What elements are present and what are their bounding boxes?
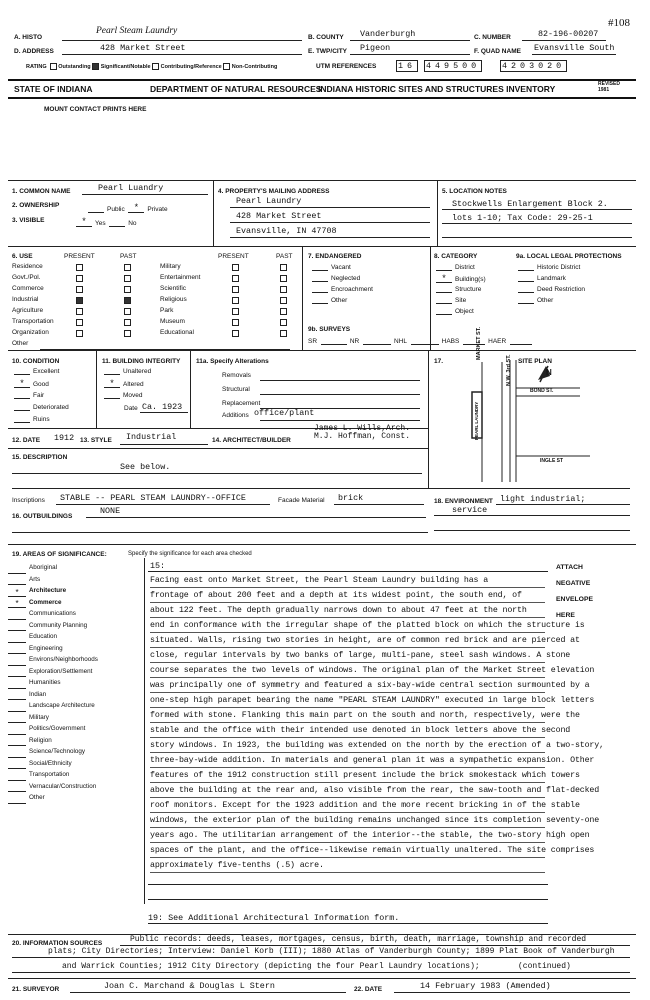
- integrity-item: * Altered: [104, 380, 144, 388]
- banner-state: STATE OF INDIANA: [14, 84, 93, 94]
- use-past-checkbox: [124, 330, 131, 337]
- north-arrow-label: N: [546, 368, 552, 377]
- historic-name-value: Pearl Steam Laundry: [96, 26, 178, 36]
- narrative-line: above the building at the rear and, also visible from the rear, the saw-tooth and flat-decked: [150, 783, 545, 798]
- utm-northing: 4203020: [502, 61, 566, 71]
- use-present-header: PRESENT: [64, 253, 95, 260]
- category-item: Site: [436, 297, 466, 304]
- use-past-checkbox: [280, 319, 287, 326]
- rating-row: RATING Outstanding Significant/Notable Contributing/Reference Non-Contributing: [26, 63, 278, 70]
- narrative-line: was principally one of symmetry and featured a six-bay-wide central section surmounted by a: [150, 678, 545, 693]
- outbuildings-value: NONE: [100, 506, 121, 516]
- visible-label: 3. VISIBLE: [12, 217, 45, 224]
- inscriptions-label: Inscriptions: [12, 497, 45, 504]
- architect-value-2: M.J. Hoffman, Const.: [314, 432, 411, 441]
- endangered-item: Neglected: [312, 275, 360, 282]
- condition-item: Fair: [14, 392, 44, 399]
- street-bond: BOND ST.: [530, 388, 554, 394]
- use-past-checkbox: [124, 264, 131, 271]
- category-item: * Building(s): [436, 275, 486, 283]
- significance-area: Military: [8, 712, 144, 724]
- narrative-line: years ago. The utilitarian arrangement of the interior--the stable, the two-story high open: [150, 828, 545, 843]
- info-sources-line-3: and Warrick Counties; 1912 City Directory (depicting the four Pearl Laundry locations);: [62, 962, 480, 971]
- use-past-checkbox: [280, 264, 287, 271]
- alteration-item: Structural: [222, 386, 250, 393]
- info-sources-label: 20. INFORMATION SOURCES: [12, 940, 103, 947]
- significance-area: Indian: [8, 689, 144, 701]
- use-item: Govt./Pol.: [12, 274, 41, 281]
- significance-area: Religion: [8, 735, 144, 747]
- narrative-footnote: 19: See Additional Architectural Information form.: [148, 913, 400, 923]
- narrative-line: formed with stone. Flanking this main part on the south and north, respectively, were the: [150, 708, 545, 723]
- use-past-header: PAST: [120, 253, 137, 260]
- significance-area: * Commerce: [8, 597, 144, 609]
- historic-name-label: A. HISTO: [14, 34, 43, 41]
- condition-item: Excellent: [14, 368, 59, 375]
- significance-area: Community Planning: [8, 620, 144, 632]
- survey-date-value: 14 February 1983 (Amended): [420, 981, 551, 991]
- street-ingle: INGLE ST: [540, 458, 564, 464]
- street-nw3rd: N.W. 3rd ST.: [506, 354, 512, 386]
- banner-inventory: INDIANA HISTORIC SITES AND STRUCTURES INVENTORY: [318, 84, 556, 94]
- use-present-checkbox: [76, 330, 83, 337]
- significance-area: Exploration/Settlement: [8, 666, 144, 678]
- survey-date-label: 22. DATE: [354, 986, 383, 993]
- narrative-line: course separates the two levels of windows. The original plan of the Market Street elevation: [150, 663, 545, 678]
- significance-area: Landscape Architecture: [8, 700, 144, 712]
- significance-area: Science/Technology: [8, 746, 144, 758]
- legal-item: Other: [518, 297, 553, 304]
- street-market: MARKET ST.: [476, 327, 482, 360]
- legal-item: Historic District: [518, 264, 580, 271]
- location-line-1: Stockwells Enlargement Block 2.: [452, 199, 608, 209]
- photo-area-label: MOUNT CONTACT PRINTS HERE: [44, 106, 147, 113]
- facade-label: Facade Material: [278, 497, 325, 504]
- use-present-checkbox: [76, 297, 83, 304]
- location-line-2: lots 1-10; Tax Code: 29-25-1: [452, 213, 593, 223]
- inscriptions-value: STABLE -- PEARL STEAM LAUNDRY--OFFICE: [60, 493, 246, 503]
- use-present-checkbox: [76, 275, 83, 282]
- quad-name-label: F. QUAD NAME: [474, 48, 521, 55]
- quad-name-value: Evansville South: [534, 43, 615, 53]
- use-past-checkbox: [280, 297, 287, 304]
- category-item: District: [436, 264, 475, 271]
- use-item: Transportation: [12, 318, 54, 325]
- environment-value-1: light industrial;: [500, 494, 586, 504]
- narrative-line: one-step high parapet bearing the name "PEARL STEAM LAUNDRY" executed in large block letters: [150, 693, 545, 708]
- category-item: Object: [436, 308, 474, 315]
- narrative-line: windows, the exterior plan of the building remains unchanged since its completion seventy-one: [150, 813, 545, 828]
- mailing-address-label: 4. PROPERTY'S MAILING ADDRESS: [218, 188, 330, 195]
- significance-area: Communications: [8, 608, 144, 620]
- date-value: 1912: [54, 433, 75, 443]
- narrative-line: situated. Walls, rising two stories in height, are of common red brick and are pierced at: [150, 633, 545, 648]
- info-sources-continued: (continued): [518, 962, 571, 971]
- endangered-item: Vacant: [312, 264, 351, 271]
- use-present-checkbox: [232, 286, 239, 293]
- legal-item: Deed Restriction: [518, 286, 585, 293]
- twp-city-value: Pigeon: [360, 43, 391, 53]
- surveys-row: SR NR NHL HABS HAER: [308, 338, 535, 345]
- significance-area: Education: [8, 631, 144, 643]
- use-past-checkbox: [124, 286, 131, 293]
- significance-area: Other: [8, 792, 144, 804]
- condition-item: Ruins: [14, 416, 50, 423]
- narrative-line: three-bay-wide addition. In materials and general plan it was a sympathetic expansion. Other: [150, 753, 545, 768]
- address-label: D. ADDRESS: [14, 48, 54, 55]
- location-notes-label: 5. LOCATION NOTES: [442, 188, 507, 195]
- mailing-line-3: Evansville, IN 47708: [236, 226, 337, 236]
- environment-value-2: service: [452, 505, 488, 515]
- use-past-checkbox: [280, 330, 287, 337]
- info-sources-line-1: Public records: deeds, leases, mortgages, census, birth, death, marriage, township and recorded: [130, 935, 587, 944]
- significance-area: Politics/Government: [8, 723, 144, 735]
- mailing-line-1: Pearl Laundry: [236, 196, 302, 206]
- use-past-checkbox: [124, 319, 131, 326]
- narrative-line: about 122 feet. The depth gradually narrows down to about 47 feet at the north: [150, 603, 545, 618]
- narrative-line: frontage of about 200 feet and a depth at its widest point, the south end, of: [150, 588, 545, 603]
- architect-value-1: James L. Wills,Arch.: [314, 424, 411, 433]
- date-label: 12. DATE: [12, 437, 41, 444]
- facade-value: brick: [338, 493, 364, 503]
- category-item: Structure: [436, 286, 481, 293]
- narrative-line: stable and the office with their intended use denoted in block letters above the second: [150, 723, 545, 738]
- significance-area: Humanities: [8, 677, 144, 689]
- use-present-checkbox: [232, 330, 239, 337]
- use-item: Scientific: [160, 285, 187, 292]
- significance-area: Vernacular/Construction: [8, 781, 144, 793]
- number-label: C. NUMBER: [474, 34, 511, 41]
- category-label: 8. CATEGORY: [434, 253, 478, 260]
- narrative-number: 15:: [150, 561, 166, 571]
- use-item: Industrial: [12, 296, 39, 303]
- use-item: Entertainment: [160, 274, 201, 281]
- use-item: Agriculture: [12, 307, 44, 314]
- alteration-item: Replacement: [222, 400, 261, 407]
- endangered-item: Other: [312, 297, 347, 304]
- use-item: Religious: [160, 296, 187, 303]
- use-item: Other: [12, 340, 29, 347]
- significance-area: Social/Ethnicity: [8, 758, 144, 770]
- legal-protections-label: 9a. LOCAL LEGAL PROTECTIONS: [516, 253, 622, 260]
- use-present-checkbox: [232, 264, 239, 271]
- surveyor-value: Joan C. Marchand & Douglas L Stern: [104, 981, 275, 991]
- narrative-line: approximately five-tenths (.5) acre.: [150, 858, 545, 873]
- use-past-checkbox: [124, 297, 131, 304]
- site-plan-label: SITE PLAN: [518, 358, 552, 365]
- narrative-line: Facing east onto Market Street, the Pearl Steam Laundry building has a: [150, 573, 545, 588]
- attach-negative-note: ATTACH NEGATIVE ENVELOPE HERE: [556, 564, 594, 619]
- site-building-label: PEARL LAUNDRY: [474, 401, 479, 440]
- description-label: 15. DESCRIPTION: [12, 454, 68, 461]
- county-value: Vanderburgh: [360, 29, 416, 39]
- county-label: B. COUNTY: [308, 34, 344, 41]
- section-17-label: 17.: [434, 358, 444, 365]
- use-item: Commerce: [12, 285, 44, 292]
- significance-instruction: Specify the significance for each area checked: [128, 551, 252, 557]
- banner-revised: REVISED 1981: [598, 81, 620, 93]
- use-past-checkbox: [124, 275, 131, 282]
- significance-label: 19. AREAS OF SIGNIFICANCE:: [12, 551, 107, 558]
- use-past-header-2: PAST: [276, 253, 293, 260]
- use-item: Military: [160, 263, 181, 270]
- use-present-checkbox: [232, 319, 239, 326]
- utm-zone: 16: [398, 61, 417, 71]
- significance-area: Aboriginal: [8, 562, 144, 574]
- significance-areas: [8, 562, 144, 804]
- common-name-label: 1. COMMON NAME: [12, 188, 71, 195]
- banner-dept: DEPARTMENT OF NATURAL RESOURCES: [150, 84, 322, 94]
- integrity-date-value: Ca. 1923: [142, 402, 183, 412]
- significance-area: Environs/Neighborhoods: [8, 654, 144, 666]
- narrative-line: spaces of the plant, and the office--likewise remain virtually unaltered. The site comprises: [150, 843, 545, 858]
- integrity-date-label: Date: [124, 405, 138, 412]
- condition-item: * Good: [14, 380, 49, 388]
- legal-item: Landmark: [518, 275, 566, 282]
- style-label: 13. STYLE: [80, 437, 112, 444]
- narrative-line: story windows. In 1923, the building was extended on the north by the erection of a two-story,: [150, 738, 545, 753]
- significance-area: Transportation: [8, 769, 144, 781]
- narrative-line: roof monitors. Except for the 1923 addition and the more recent bricking in of the stable: [150, 798, 545, 813]
- narrative-line: features of the 1912 construction still present include the brick smokestack which towers: [150, 768, 545, 783]
- utm-easting: 449500: [426, 61, 481, 71]
- condition-item: Deteriorated: [14, 404, 69, 411]
- style-value: Industrial: [126, 432, 177, 442]
- address-value: 428 Market Street: [100, 43, 186, 53]
- ownership-options: Public * Private: [88, 202, 168, 213]
- use-item: Park: [160, 307, 174, 314]
- use-present-header-2: PRESENT: [218, 253, 249, 260]
- site-plan-sketch: [430, 352, 636, 486]
- twp-city-label: E. TWP/CITY: [308, 48, 347, 55]
- use-present-checkbox: [76, 308, 83, 315]
- architect-label: 14. ARCHITECT/BUILDER: [212, 437, 291, 444]
- surveys-label: 9b. SURVEYS: [308, 326, 351, 333]
- common-name-value: Pearl Luandry: [98, 183, 164, 193]
- alteration-item: Removals: [222, 372, 251, 379]
- endangered-label: 7. ENDANGERED: [308, 253, 362, 260]
- number-value: 82-196-00207: [538, 29, 599, 39]
- significance-area: Engineering: [8, 643, 144, 655]
- info-sources-line-2: plats; City Directories; Interview: Daniel Korb (III); 1880 Atlas of Vanderburgh County; 1899 Plat Book of Vanderburgh: [48, 947, 615, 956]
- significance-area: Arts: [8, 574, 144, 586]
- narrative-line: close, regular intervals by two banks of large, multi-pane, steel sash windows. A stone: [150, 648, 545, 663]
- narrative-line: end in conformance with the irregular shape of the platted block on which the structure is: [150, 618, 545, 633]
- replacement-value: office/plant: [254, 408, 315, 418]
- use-present-checkbox: [232, 308, 239, 315]
- environment-label: 18. ENVIRONMENT: [434, 498, 493, 505]
- significance-area: * Architecture: [8, 585, 144, 597]
- use-past-checkbox: [280, 308, 287, 315]
- surveyor-label: 21. SURVEYOR: [12, 986, 60, 993]
- alterations-label: 11a. Specify Alterations: [196, 358, 269, 365]
- use-past-checkbox: [124, 308, 131, 315]
- description-value: See below.: [120, 462, 171, 472]
- utm-label: UTM REFERENCES: [316, 63, 377, 70]
- corner-note: #108: [608, 17, 630, 29]
- integrity-label: 11. BUILDING INTEGRITY: [102, 358, 181, 365]
- use-item: Organization: [12, 329, 49, 336]
- integrity-item: Moved: [104, 392, 143, 399]
- use-past-checkbox: [280, 286, 287, 293]
- use-past-checkbox: [280, 275, 287, 282]
- use-present-checkbox: [76, 319, 83, 326]
- alteration-item: Additions: [222, 412, 249, 419]
- use-item: Museum: [160, 318, 185, 325]
- use-label: 6. USE: [12, 253, 33, 260]
- mailing-line-2: 428 Market Street: [236, 211, 322, 221]
- outbuildings-label: 16. OUTBUILDINGS: [12, 513, 73, 520]
- use-item: Educational: [160, 329, 194, 336]
- condition-label: 10. CONDITION: [12, 358, 60, 365]
- use-present-checkbox: [232, 297, 239, 304]
- endangered-item: Encroachment: [312, 286, 373, 293]
- ownership-label: 2. OWNERSHIP: [12, 202, 60, 209]
- visible-options: * Yes No: [76, 216, 137, 227]
- integrity-item: Unaltered: [104, 368, 151, 375]
- use-present-checkbox: [232, 275, 239, 282]
- use-item: Residence: [12, 263, 43, 270]
- use-present-checkbox: [76, 286, 83, 293]
- use-present-checkbox: [76, 264, 83, 271]
